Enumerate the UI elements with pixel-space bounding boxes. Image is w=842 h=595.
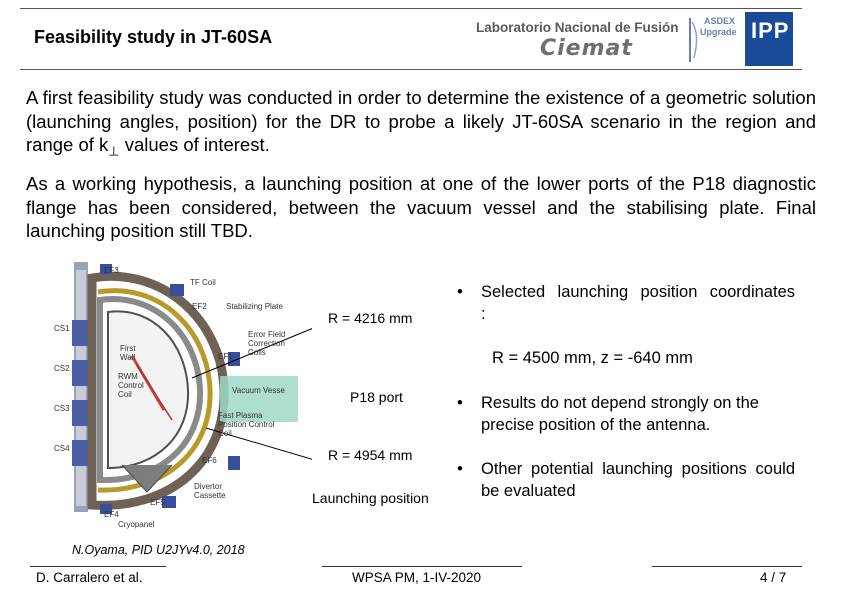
- intro-text-a: A first feasibility study was conducted in order to determine the existence of a geometric solution (launching angles, position) for the DR to probe a likely JT-60SA scenario in the region and range of k: [26, 87, 816, 155]
- bullet-dot: •: [457, 394, 463, 412]
- cs3-label: CS3: [54, 404, 70, 413]
- intro-text-b: values of interest.: [119, 134, 270, 155]
- annotation-launching-position: Launching position: [312, 490, 429, 506]
- ef2-label: EF2: [192, 302, 207, 311]
- cryopanel-label: Cryopanel: [118, 520, 155, 529]
- footer-event: WPSA PM, 1-IV-2020: [352, 570, 482, 585]
- bullet-results-robust: [457, 392, 799, 436]
- vacuum-vessel-label: Vacuum Vesse: [232, 386, 285, 395]
- stabilizing-plate-label: Stabilizing Plate: [226, 302, 283, 311]
- cs2-label: CS2: [54, 364, 70, 373]
- first-wall-label: First Wall: [120, 344, 136, 362]
- cs2-block: [72, 360, 90, 386]
- bullet-coordinates-value: R = 4500 mm, z = -640 mm: [492, 349, 693, 367]
- footer-rule-left: [30, 566, 166, 567]
- cs4-label: CS4: [54, 444, 70, 453]
- lab-name: Laboratorio Nacional de Fusión: [476, 20, 679, 35]
- cs1-block: [72, 320, 90, 346]
- annotation-r-4216: R = 4216 mm: [328, 310, 413, 326]
- bullet-dot: •: [457, 283, 463, 301]
- bullet-launch-coordinates: [457, 281, 795, 325]
- divertor-label: Divertor Cassette: [194, 482, 226, 500]
- header-top-rule: [20, 8, 802, 9]
- slide-title: Feasibility study in JT-60SA: [34, 27, 273, 47]
- fast-plasma-label: Fast Plasma Position Control Coil: [218, 411, 275, 438]
- bullet-dot: •: [457, 460, 463, 478]
- error-field-label: Error Field Correction Coils: [248, 330, 286, 357]
- ef5-label: EF5: [150, 498, 165, 507]
- ipp-text: IPP: [751, 18, 790, 43]
- header-bottom-rule: [20, 69, 802, 70]
- footer-rule-center: [322, 566, 522, 567]
- annotation-r-4954: R = 4954 mm: [328, 447, 413, 463]
- k-perp-subscript: ⊥: [108, 143, 120, 159]
- ef6-label: EF6: [202, 456, 217, 465]
- footer-page-number: 4 / 7: [760, 570, 787, 585]
- rwm-control-label: RWM Control Coil: [118, 372, 144, 399]
- bullet-2-text: Results do not depend strongly on the precise position of the antenna.: [481, 394, 759, 434]
- asdex-line2: Upgrade: [700, 27, 737, 37]
- asdex-logo: [686, 14, 737, 66]
- annotation-p18-port: P18 port: [350, 389, 403, 405]
- ciemat-wordmark: Ciemat: [540, 36, 633, 61]
- figure-citation: N.Oyama, PID U2JYv4.0, 2018: [72, 543, 245, 557]
- ef1-label: EF1: [218, 352, 233, 361]
- footer-rule-right: [652, 566, 802, 567]
- intro-paragraph: [26, 86, 816, 163]
- ipp-logo: [745, 12, 793, 66]
- footer-author: D. Carralero et al.: [36, 570, 143, 585]
- solenoid-inner: [76, 270, 86, 506]
- bullet-3-text: Other potential launching positions could be evaluated: [481, 460, 795, 500]
- ef4-label: EF4: [104, 510, 119, 519]
- hypothesis-paragraph: As a working hypothesis, a launching position at one of the lower ports of the P18 diagnostic flange has been considered, between the vacuum vessel and the stabilising plate. Final launching position still TBD.: [26, 173, 816, 241]
- asdex-line1: ASDEX: [704, 16, 736, 26]
- ef6-coil: [228, 456, 240, 470]
- ef3-label: EF3: [104, 266, 119, 275]
- ef2-coil: [170, 284, 184, 296]
- lab-logo: [474, 16, 684, 64]
- bullet-1-text: Selected launching position coordinates :: [481, 283, 795, 323]
- cs1-label: CS1: [54, 324, 70, 333]
- tokamak-cross-section-figure: [52, 260, 312, 540]
- cs3-block: [72, 400, 90, 426]
- bullet-other-positions: [457, 458, 795, 502]
- tf-coil-label: TF Coil: [190, 278, 216, 287]
- cs4-block: [72, 440, 90, 466]
